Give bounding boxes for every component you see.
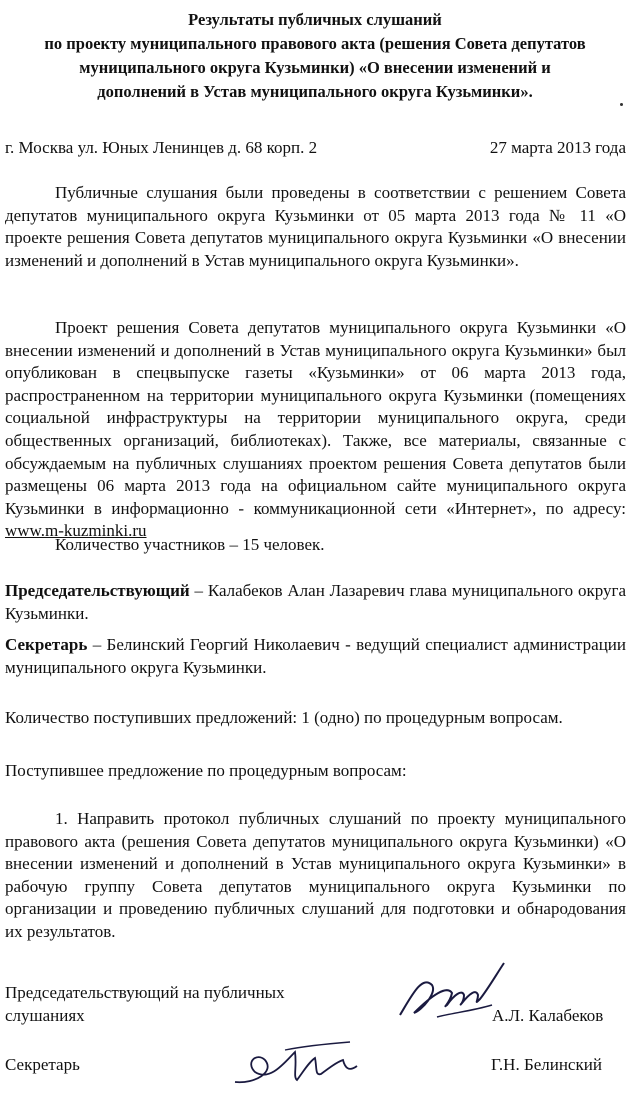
chair-text: – Калабеков Алан Лазаревич глава муниципального округа Кузьминки.: [5, 581, 626, 623]
secretary-text: – Белинский Георгий Николаевич - ведущий специалист администрации муниципального округа Кузьминки.: [5, 635, 626, 677]
chair-label: Председательствующий: [5, 581, 190, 600]
place-date-row: [5, 137, 626, 159]
title-line-4: дополнений в Устав муниципального округа Кузьминки».: [97, 82, 533, 101]
sign-chair-title: [5, 981, 285, 1027]
secretary-label: Секретарь: [5, 635, 88, 654]
place-text: г. Москва ул. Юных Ленинцев д. 68 корп. 2: [5, 138, 318, 157]
secretary-signature: [225, 1032, 375, 1092]
title-line-3: муниципального округа Кузьминки) «О внесении изменений и: [79, 58, 551, 77]
speck-mark: [620, 103, 623, 106]
paragraph-publication: [5, 317, 626, 543]
title-line-1: Результаты публичных слушаний: [188, 10, 442, 29]
paragraph-publication-text: Проект решения Совета депутатов муниципального округа Кузьминки «О внесении изменений и дополнений в Устав муниципального округа Кузьминки» был опубликован в спецвыпуске газеты «Кузьминки» от 06 марта 2013 года, распространенном на территории муниципального округа Кузьминки (помещениях социальной инфраструктуры на территории муниципального округа, среди общественных организаций, библиотеках). Также, все материалы, связанные с обсуждаемым на публичных слушаниях проектом решения Совета депутатов были размещены 06 марта 2013 года на официальном сайте муниципального округа Кузьминки в информационно - коммуникационной сети «Интернет», по адресу:: [5, 318, 626, 518]
participants-count: Количество участников – 15 человек.: [55, 535, 325, 554]
sign-secretary-title: Секретарь: [5, 1055, 80, 1074]
sign-secretary-name: Г.Н. Белинский: [491, 1055, 602, 1074]
sign-chair-line-1: Председательствующий на публичных: [5, 983, 285, 1002]
sign-chair-line-2: слушаниях: [5, 1006, 85, 1025]
website-link[interactable]: www.m-kuzminki.ru: [5, 521, 147, 541]
title-line-2: по проекту муниципального правового акта (решения Совета депутатов: [44, 34, 586, 53]
proposal-item-1: 1. Направить протокол публичных слушаний по проекту муниципального правового акта (решения Совета депутатов муниципального округа Кузьминки) «О внесении изменений и дополнений в Устав муниципального округа Кузьминки» в рабочую группу Совета депутатов муниципального округа Кузьминки по организации и проведению публичных слушаний для подготовки и обнародования их результатов.: [5, 809, 626, 941]
document-title: [0, 8, 630, 104]
secretary-info: [5, 634, 626, 679]
paragraph-basis: Публичные слушания были проведены в соответствии с решением Совета депутатов муниципального округа Кузьминки от 05 марта 2013 года № 11 «О проекте решения Совета депутатов муниципального округа Кузьминки «О внесении изменений и дополнений в Устав муниципального округа Кузьминки».: [5, 183, 626, 270]
date-text: 27 марта 2013 года: [489, 138, 626, 157]
proposal-heading: Поступившее предложение по процедурным вопросам:: [5, 761, 407, 780]
proposals-count: Количество поступивших предложений: 1 (одно) по процедурным вопросам.: [5, 708, 563, 727]
sign-chair-name: А.Л. Калабеков: [492, 1006, 604, 1025]
chair-info: [5, 580, 626, 625]
